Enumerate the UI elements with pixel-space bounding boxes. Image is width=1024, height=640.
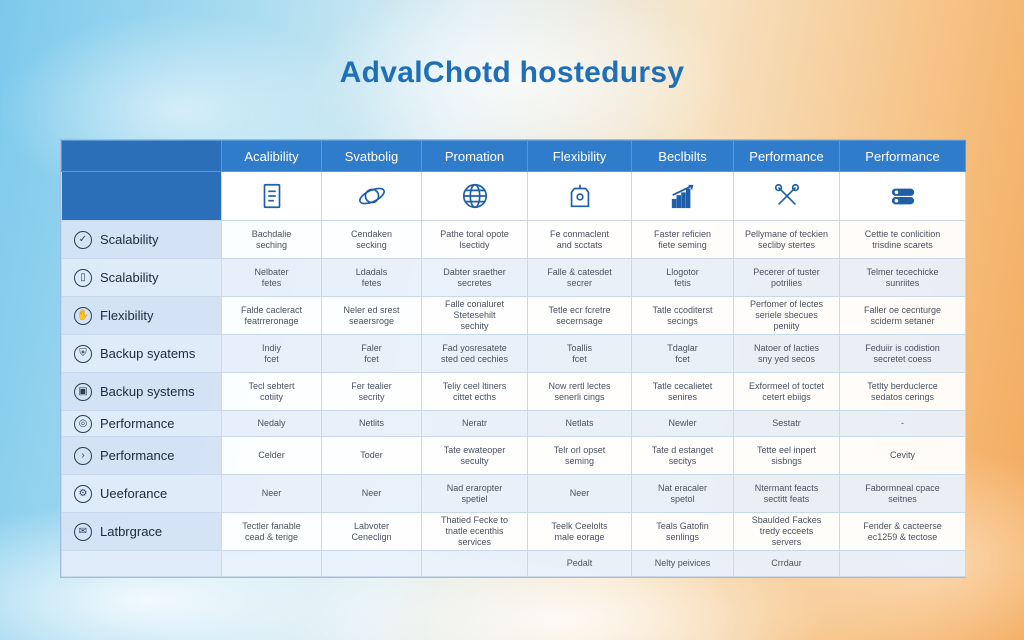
row-label: Flexibility xyxy=(100,308,154,323)
table-cell xyxy=(528,513,632,551)
row-header xyxy=(62,373,222,411)
shield-icon: ⛨ xyxy=(74,345,92,363)
cell-text: seaersroge xyxy=(348,315,395,326)
table-cell xyxy=(528,335,632,373)
cell-text: cittet ecths xyxy=(452,391,497,402)
table-cell xyxy=(422,437,528,475)
table-cell xyxy=(322,335,422,373)
cell-text: male eorage xyxy=(554,531,605,542)
cell-text: fiete seming xyxy=(658,239,707,250)
table-cell xyxy=(632,373,734,411)
table-cell xyxy=(322,551,422,577)
cell-text: Falle & catesdet xyxy=(547,266,612,277)
cell-text: secrer xyxy=(566,277,592,288)
cell-text: Thatied Fecke to xyxy=(440,515,509,525)
column-header: Performance xyxy=(840,141,966,172)
table-cell xyxy=(528,373,632,411)
table-row xyxy=(62,475,966,513)
cell-text: Tectler fanable xyxy=(242,520,301,531)
cell-text: Llogotor xyxy=(666,266,699,277)
cell-text: Neler ed srest xyxy=(343,304,400,315)
table-cell xyxy=(734,513,840,551)
table-cell xyxy=(222,259,322,297)
cell-text: Crrdaur xyxy=(771,558,802,568)
cell-text: lsectidy xyxy=(459,239,490,250)
row-header xyxy=(62,411,222,437)
cell-text: Tatle ccoditerst xyxy=(652,304,713,315)
table-cell xyxy=(422,513,528,551)
table-cell xyxy=(422,475,528,513)
column-header: Beclbilts xyxy=(632,141,734,172)
cell-text: tnatle ecenthis xyxy=(445,526,504,536)
cell-text: Toder xyxy=(360,450,383,460)
cell-text: sted ced cechies xyxy=(440,353,509,364)
column-header: Flexibility xyxy=(528,141,632,172)
cell-text: Natoer of lacties xyxy=(753,342,820,353)
table-cell xyxy=(840,259,966,297)
table-cell xyxy=(632,475,734,513)
cell-text: Teelk Ceelolts xyxy=(551,520,608,531)
cell-text: Pecerer of tuster xyxy=(753,266,820,277)
cell-text: Fe conmaclent xyxy=(549,228,610,239)
cell-text: trisdine scarets xyxy=(872,239,933,250)
cell-text: Faler xyxy=(361,342,382,353)
table-cell xyxy=(222,513,322,551)
table-cell xyxy=(222,297,322,335)
bar-chart-icon xyxy=(668,181,698,211)
table-cell xyxy=(222,437,322,475)
globe-icon: ◎ xyxy=(74,415,92,433)
row-header xyxy=(62,297,222,335)
table-cell xyxy=(322,475,422,513)
cell-text: Fer tealier xyxy=(351,380,392,391)
cell-text: seculty xyxy=(460,455,489,466)
column-header: Acalibility xyxy=(222,141,322,172)
table-cell xyxy=(840,373,966,411)
table-cell xyxy=(528,259,632,297)
column-icon-cell xyxy=(222,172,322,221)
cell-text: tredy ecceets xyxy=(759,526,814,536)
column-icon-cell xyxy=(734,172,840,221)
table-cell xyxy=(222,475,322,513)
column-icon-cell xyxy=(840,172,966,221)
server-icon xyxy=(888,181,918,211)
cell-text: Cettie te conlicition xyxy=(864,228,941,239)
cell-text: Tetlty berduclerce xyxy=(867,380,938,391)
check-circle-icon: ✓ xyxy=(74,231,92,249)
table-cell xyxy=(222,221,322,259)
cell-text: Tatle cecalietet xyxy=(652,380,713,391)
row-label: Ueeforance xyxy=(100,486,168,501)
cell-text: Faller oe cecnturge xyxy=(863,304,942,315)
cell-text: Netlats xyxy=(565,418,594,428)
header-corner xyxy=(62,141,222,172)
table-cell xyxy=(632,259,734,297)
table-cell xyxy=(528,475,632,513)
cell-text: Fad yosresatete xyxy=(442,342,507,353)
column-header: Svatbolig xyxy=(322,141,422,172)
cell-text: Newler xyxy=(668,418,697,428)
row-header xyxy=(62,513,222,551)
table-row xyxy=(62,411,966,437)
tools-icon xyxy=(772,181,802,211)
column-icon-cell xyxy=(322,172,422,221)
globe-orbit-icon xyxy=(357,181,387,211)
column-header: Performance xyxy=(734,141,840,172)
cell-text: sechity xyxy=(460,321,489,331)
table-cell xyxy=(322,411,422,437)
cell-text: secrity xyxy=(358,391,385,402)
table-row xyxy=(62,373,966,411)
chevron-right-icon: › xyxy=(74,447,92,465)
cell-text: Toallis xyxy=(566,342,592,353)
cell-text: Teals Gatofin xyxy=(656,520,709,531)
cell-text: cead & terige xyxy=(244,531,299,542)
cell-text: servers xyxy=(771,537,802,547)
table-cell xyxy=(734,373,840,411)
cell-text: sciderm setaner xyxy=(870,315,935,326)
cell-text: featrreronage xyxy=(244,315,299,326)
cell-text: Labvoter xyxy=(353,520,390,531)
table-cell xyxy=(528,551,632,577)
table-row xyxy=(62,513,966,551)
cell-text: secings xyxy=(667,315,698,326)
table-cell xyxy=(528,221,632,259)
cell-text: Cevity xyxy=(889,450,915,460)
cell-text: secitys xyxy=(668,455,697,466)
table-cell xyxy=(222,551,322,577)
cell-text: Sestatr xyxy=(772,418,801,428)
cell-text: Nelbater xyxy=(254,266,289,277)
icon-corner xyxy=(62,172,222,221)
cell-text: Indiy xyxy=(261,342,281,353)
table-cell xyxy=(734,221,840,259)
cell-text: Dabter sraether xyxy=(443,266,506,277)
cell-text: senerli cings xyxy=(554,391,605,402)
cell-text: Perfomer of lectes xyxy=(749,299,824,309)
cell-text: Celder xyxy=(258,450,285,460)
cell-text: Falle conaluret xyxy=(444,299,505,309)
lock-icon: ▣ xyxy=(74,383,92,401)
cell-text: Nedaly xyxy=(257,418,286,428)
row-header xyxy=(62,437,222,475)
cell-text: Pedalt xyxy=(566,558,593,568)
table-cell xyxy=(840,411,966,437)
cell-text: Tate ewateoper xyxy=(443,444,506,455)
table-cell xyxy=(322,221,422,259)
cell-text: Pellymane of teckien xyxy=(744,228,829,239)
cell-text: fetis xyxy=(674,277,691,288)
row-header xyxy=(62,221,222,259)
header-row xyxy=(62,141,966,172)
cell-text: senires xyxy=(667,391,697,402)
cell-text: Telmer tecechicke xyxy=(866,266,939,277)
table-cell xyxy=(422,259,528,297)
table-cell xyxy=(528,411,632,437)
cell-text: Telr orl opset xyxy=(553,444,606,455)
table-cell xyxy=(422,411,528,437)
table-cell xyxy=(632,551,734,577)
cell-text: secernsage xyxy=(556,315,603,326)
row-label: Backup syatems xyxy=(100,346,196,361)
mail-icon: ✉ xyxy=(74,523,92,541)
table-cell xyxy=(840,335,966,373)
table-cell xyxy=(222,373,322,411)
row-label: Performance xyxy=(100,416,175,431)
table-cell xyxy=(840,221,966,259)
cell-text: Nelty peivices xyxy=(654,558,711,568)
table-cell xyxy=(222,335,322,373)
cell-text: seriele sbecues xyxy=(755,310,818,320)
row-header xyxy=(62,551,222,577)
table-cell xyxy=(632,411,734,437)
cell-text: ec1259 & tectose xyxy=(867,531,938,542)
cell-text: seming xyxy=(564,455,594,466)
table-cell xyxy=(422,297,528,335)
tag-icon xyxy=(565,181,595,211)
table-row xyxy=(62,259,966,297)
cell-text: Tetle ecr fcretre xyxy=(548,304,611,315)
cell-text: cotiity xyxy=(259,391,283,402)
table-cell xyxy=(422,221,528,259)
cell-text: and scctats xyxy=(556,239,603,250)
table-cell xyxy=(632,437,734,475)
cell-text: Pathe toral opote xyxy=(440,228,509,239)
icon-row xyxy=(62,172,966,221)
cell-text: Fender & cacteerse xyxy=(863,520,942,531)
document-icon xyxy=(257,181,287,211)
table-cell xyxy=(322,259,422,297)
cell-text: Tate d estanget xyxy=(651,444,714,455)
cell-text: Tecl sebtert xyxy=(248,380,295,391)
cell-text: Stetesehilt xyxy=(453,310,496,320)
hand-icon: ✋ xyxy=(74,307,92,325)
table-row xyxy=(62,437,966,475)
cell-text: Feduiir is codistion xyxy=(865,342,940,353)
cell-text: Fabormneal cpace xyxy=(865,482,940,493)
column-icon-cell xyxy=(528,172,632,221)
table-cell xyxy=(422,551,528,577)
page-title: AdvalChotd hostedursy xyxy=(339,56,685,89)
cell-text: Neratr xyxy=(461,418,487,428)
cell-text: senlings xyxy=(665,531,700,542)
row-label: Scalability xyxy=(100,232,159,247)
cell-text: fetes xyxy=(361,277,382,288)
table-row xyxy=(62,551,966,577)
table-cell xyxy=(840,513,966,551)
table-cell xyxy=(840,551,966,577)
row-label: Scalability xyxy=(100,270,159,285)
table-cell xyxy=(734,259,840,297)
table-cell xyxy=(528,297,632,335)
table-cell xyxy=(528,437,632,475)
cell-text: Ntermant feacts xyxy=(754,482,819,493)
cell-text: Nat eracaler xyxy=(657,482,708,493)
table-cell xyxy=(422,335,528,373)
table-cell xyxy=(734,297,840,335)
row-label: Performance xyxy=(100,448,175,463)
table-cell xyxy=(322,373,422,411)
cell-text: fetes xyxy=(261,277,282,288)
cell-text: sectitt feats xyxy=(763,493,810,504)
table-cell xyxy=(734,411,840,437)
row-label: Latbrgrace xyxy=(100,524,163,539)
cell-text: fcet xyxy=(572,353,587,364)
cell-text: potrilies xyxy=(770,277,802,288)
cell-text: sisbngs xyxy=(771,455,802,466)
cell-text: secking xyxy=(356,239,387,250)
cell-text: - xyxy=(901,418,904,428)
table-cell xyxy=(632,221,734,259)
column-header: Promation xyxy=(422,141,528,172)
cell-text: Tdaglar xyxy=(667,342,698,353)
cell-text: peniity xyxy=(773,321,800,331)
cell-text: Teliy ceel ltiners xyxy=(442,380,507,391)
row-header xyxy=(62,475,222,513)
table-row xyxy=(62,297,966,335)
table-row xyxy=(62,335,966,373)
cell-text: Neer xyxy=(569,488,590,498)
column-icon-cell xyxy=(632,172,734,221)
cell-text: Netlits xyxy=(358,418,384,428)
cell-text: spetol xyxy=(670,493,695,504)
column-icon-cell xyxy=(422,172,528,221)
table-cell xyxy=(632,335,734,373)
cell-text: Nad eraropter xyxy=(446,482,503,493)
cell-text: fcet xyxy=(675,353,690,364)
cell-text: sunriites xyxy=(885,277,920,288)
table-cell xyxy=(632,513,734,551)
table-cell xyxy=(632,297,734,335)
table-cell xyxy=(322,297,422,335)
table-body xyxy=(62,221,966,577)
cell-text: Neer xyxy=(361,488,382,498)
table-cell xyxy=(322,437,422,475)
cell-text: seitnes xyxy=(888,493,917,504)
cell-text: Sbaulded Fackes xyxy=(751,515,822,525)
cell-text: Exformeel of toctet xyxy=(748,380,825,391)
cell-text: Bachdalie xyxy=(251,228,292,239)
row-header xyxy=(62,259,222,297)
table-cell xyxy=(840,437,966,475)
cell-text: secliby stertes xyxy=(757,239,816,250)
cell-text: Falde cacleract xyxy=(240,304,303,315)
cell-text: spetiel xyxy=(461,493,488,504)
globe-icon xyxy=(460,181,490,211)
table-cell xyxy=(322,513,422,551)
cell-text: fcet xyxy=(364,353,379,364)
row-header xyxy=(62,335,222,373)
table-cell xyxy=(422,373,528,411)
cell-text: Tette eel inpert xyxy=(756,444,817,455)
table-cell xyxy=(840,475,966,513)
cell-text: secretet coess xyxy=(873,353,932,364)
cell-text: Now rertl lectes xyxy=(548,380,611,391)
cell-text: services xyxy=(457,537,491,547)
cell-text: cetert ebiigs xyxy=(762,391,811,402)
cell-text: Neer xyxy=(261,488,282,498)
table-row xyxy=(62,221,966,259)
cell-text: Ldadals xyxy=(355,266,388,277)
table-cell xyxy=(840,297,966,335)
cell-text: sny yed secos xyxy=(757,353,816,364)
cell-text: Faster reficien xyxy=(653,228,712,239)
cell-text: sedatos cerings xyxy=(870,391,935,402)
battery-icon: ▯ xyxy=(74,269,92,287)
cell-text: secretes xyxy=(457,277,492,288)
table-cell xyxy=(734,551,840,577)
cell-text: seching xyxy=(255,239,288,250)
cell-text: Cendaken xyxy=(350,228,393,239)
table-cell xyxy=(222,411,322,437)
row-label: Backup systems xyxy=(100,384,195,399)
gear-icon: ⚙ xyxy=(74,485,92,503)
table-cell xyxy=(734,335,840,373)
table-cell xyxy=(734,475,840,513)
table-cell xyxy=(734,437,840,475)
comparison-table xyxy=(60,139,966,578)
cell-text: Ceneclign xyxy=(351,531,392,542)
cell-text: fcet xyxy=(264,353,279,364)
